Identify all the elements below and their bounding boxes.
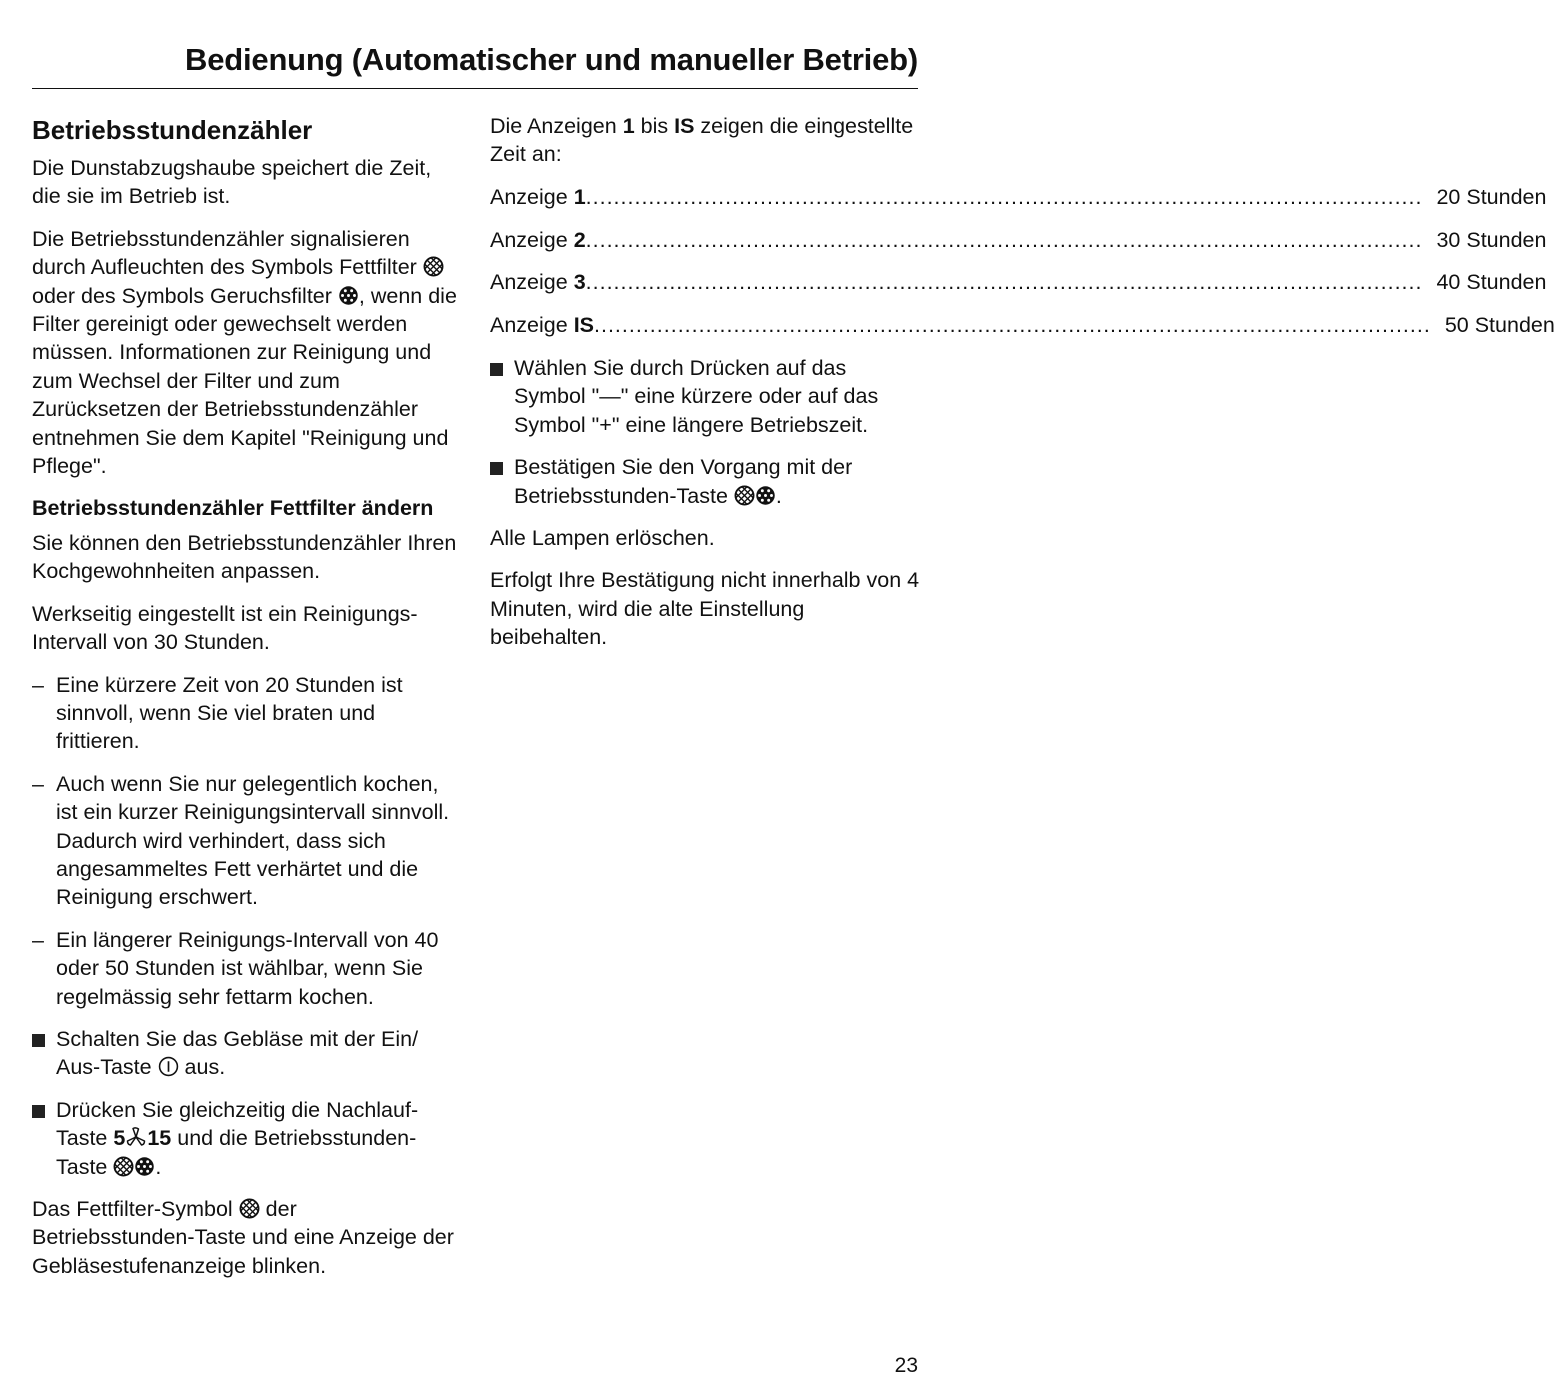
right-column [490,112,1555,666]
section-heading: Betriebsstundenzähler [32,115,313,145]
display-row: Anzeige 1 ........................................................................................................................ 20 Stunden [490,183,922,211]
instruction-step: Wählen Sie durch Drücken auf das Symbol "—" eine kürzere oder auf das Symbol "+" eine längere Betriebszeit. [490,354,922,439]
bullet-square-icon [32,1105,45,1118]
leader-dots: ........................................................................................................................ [585,227,1423,252]
paragraph-blink: Das Fettfilter-Symbol der Betriebsstunden-Taste und eine Anzeige der Gebläsestufenanzeige blinken. [32,1197,454,1278]
bullet-square-icon [32,1034,45,1047]
paragraph-lamps-off: Alle Lampen erlöschen. [490,526,715,551]
page-title: Bedienung (Automatischer und manueller Betrieb) [185,42,918,77]
odour-filter-icon [755,485,776,506]
instruction-step: Drücken Sie gleichzeitig die Nachlauf-Taste 5 15 und die Betriebsstunden-Taste . [32,1096,462,1181]
grease-filter-icon [239,1198,260,1219]
display-row: Anzeige IS ........................................................................................................................ 50 Stunden [490,311,922,339]
list-item: – Ein längerer Reinigungs-Intervall von 40 oder 50 Stunden ist wählbar, wenn Sie regelmässig sehr fettarm kochen. [32,927,439,1009]
display-row: Anzeige 3 ........................................................................................................................ 40 Stunden [490,268,922,296]
run-on-key-right: 15 [147,1126,172,1151]
minus-symbol: — [599,384,621,409]
leader-dots: ........................................................................................................................ [585,270,1423,295]
leader-dots: ........................................................................................................................ [585,184,1423,209]
bullet-square-icon [490,462,503,475]
grease-filter-icon [423,256,444,277]
odour-filter-icon [134,1156,155,1177]
bullet-square-icon [490,363,503,376]
display-row: Anzeige 2 ........................................................................................................................ 30 Stunden [490,226,922,254]
paragraph-signals: Die Betriebsstundenzähler signalisieren durch Aufleuchten des Symbols Fettfilter oder des Symbols Geruchsfilter , wenn die Filter gereinigt oder gewechselt werden müssen. Informationen zur Reinigung und zum Wechsel der Filter und zum Zurücksetzen der Betriebsstundenzähler entnehmen Sie dem Kapitel "Reinigung und Pflege". [32,226,457,479]
list-item: – Eine kürzere Zeit von 20 Stunden ist sinnvoll, wenn Sie viel braten und frittieren. [32,672,403,754]
left-column [32,112,462,1294]
subsection-heading: Betriebsstundenzähler Fettfilter ändern [32,496,434,521]
grease-filter-icon [113,1156,134,1177]
instruction-step: Schalten Sie das Gebläse mit der Ein/ Aus-Taste aus. [32,1025,462,1082]
leader-dots: ........................................................................................................................ [594,313,1431,338]
paragraph-displays-intro: Die Anzeigen 1 bis IS zeigen die eingestellte Zeit an: [490,114,914,167]
paragraph-factory-setting: Werkseitig eingestellt ist ein Reinigungs-Intervall von 30 Stunden. [32,601,418,655]
plus-symbol: + [599,412,612,437]
power-icon [158,1056,179,1077]
grease-filter-icon [734,485,755,506]
odour-filter-icon [338,285,359,306]
paragraph-intro: Die Dunstabzugshaube speichert die Zeit, die sie im Betrieb ist. [32,156,432,209]
paragraph-timeout: Erfolgt Ihre Bestätigung nicht innerhalb von 4 Minuten, wird die alte Einstellung beibehalten. [490,568,920,650]
instruction-step: Bestätigen Sie den Vorgang mit der Betriebsstunden-Taste . [490,453,922,510]
page-number: 23 [894,1354,918,1377]
list-item: – Auch wenn Sie nur gelegentlich kochen, ist ein kurzer Reinigungsintervall sinnvoll. Dadurch wird verhindert, dass sich angesammeltes Fett verhärtet und die Reinigung erschwert. [32,771,450,910]
run-on-key-left: 5 [113,1126,126,1151]
fan-icon [125,1126,147,1148]
paragraph-adjust: Sie können den Betriebsstundenzähler Ihren Kochgewohnheiten anpassen. [32,530,457,584]
page-header [32,40,918,89]
